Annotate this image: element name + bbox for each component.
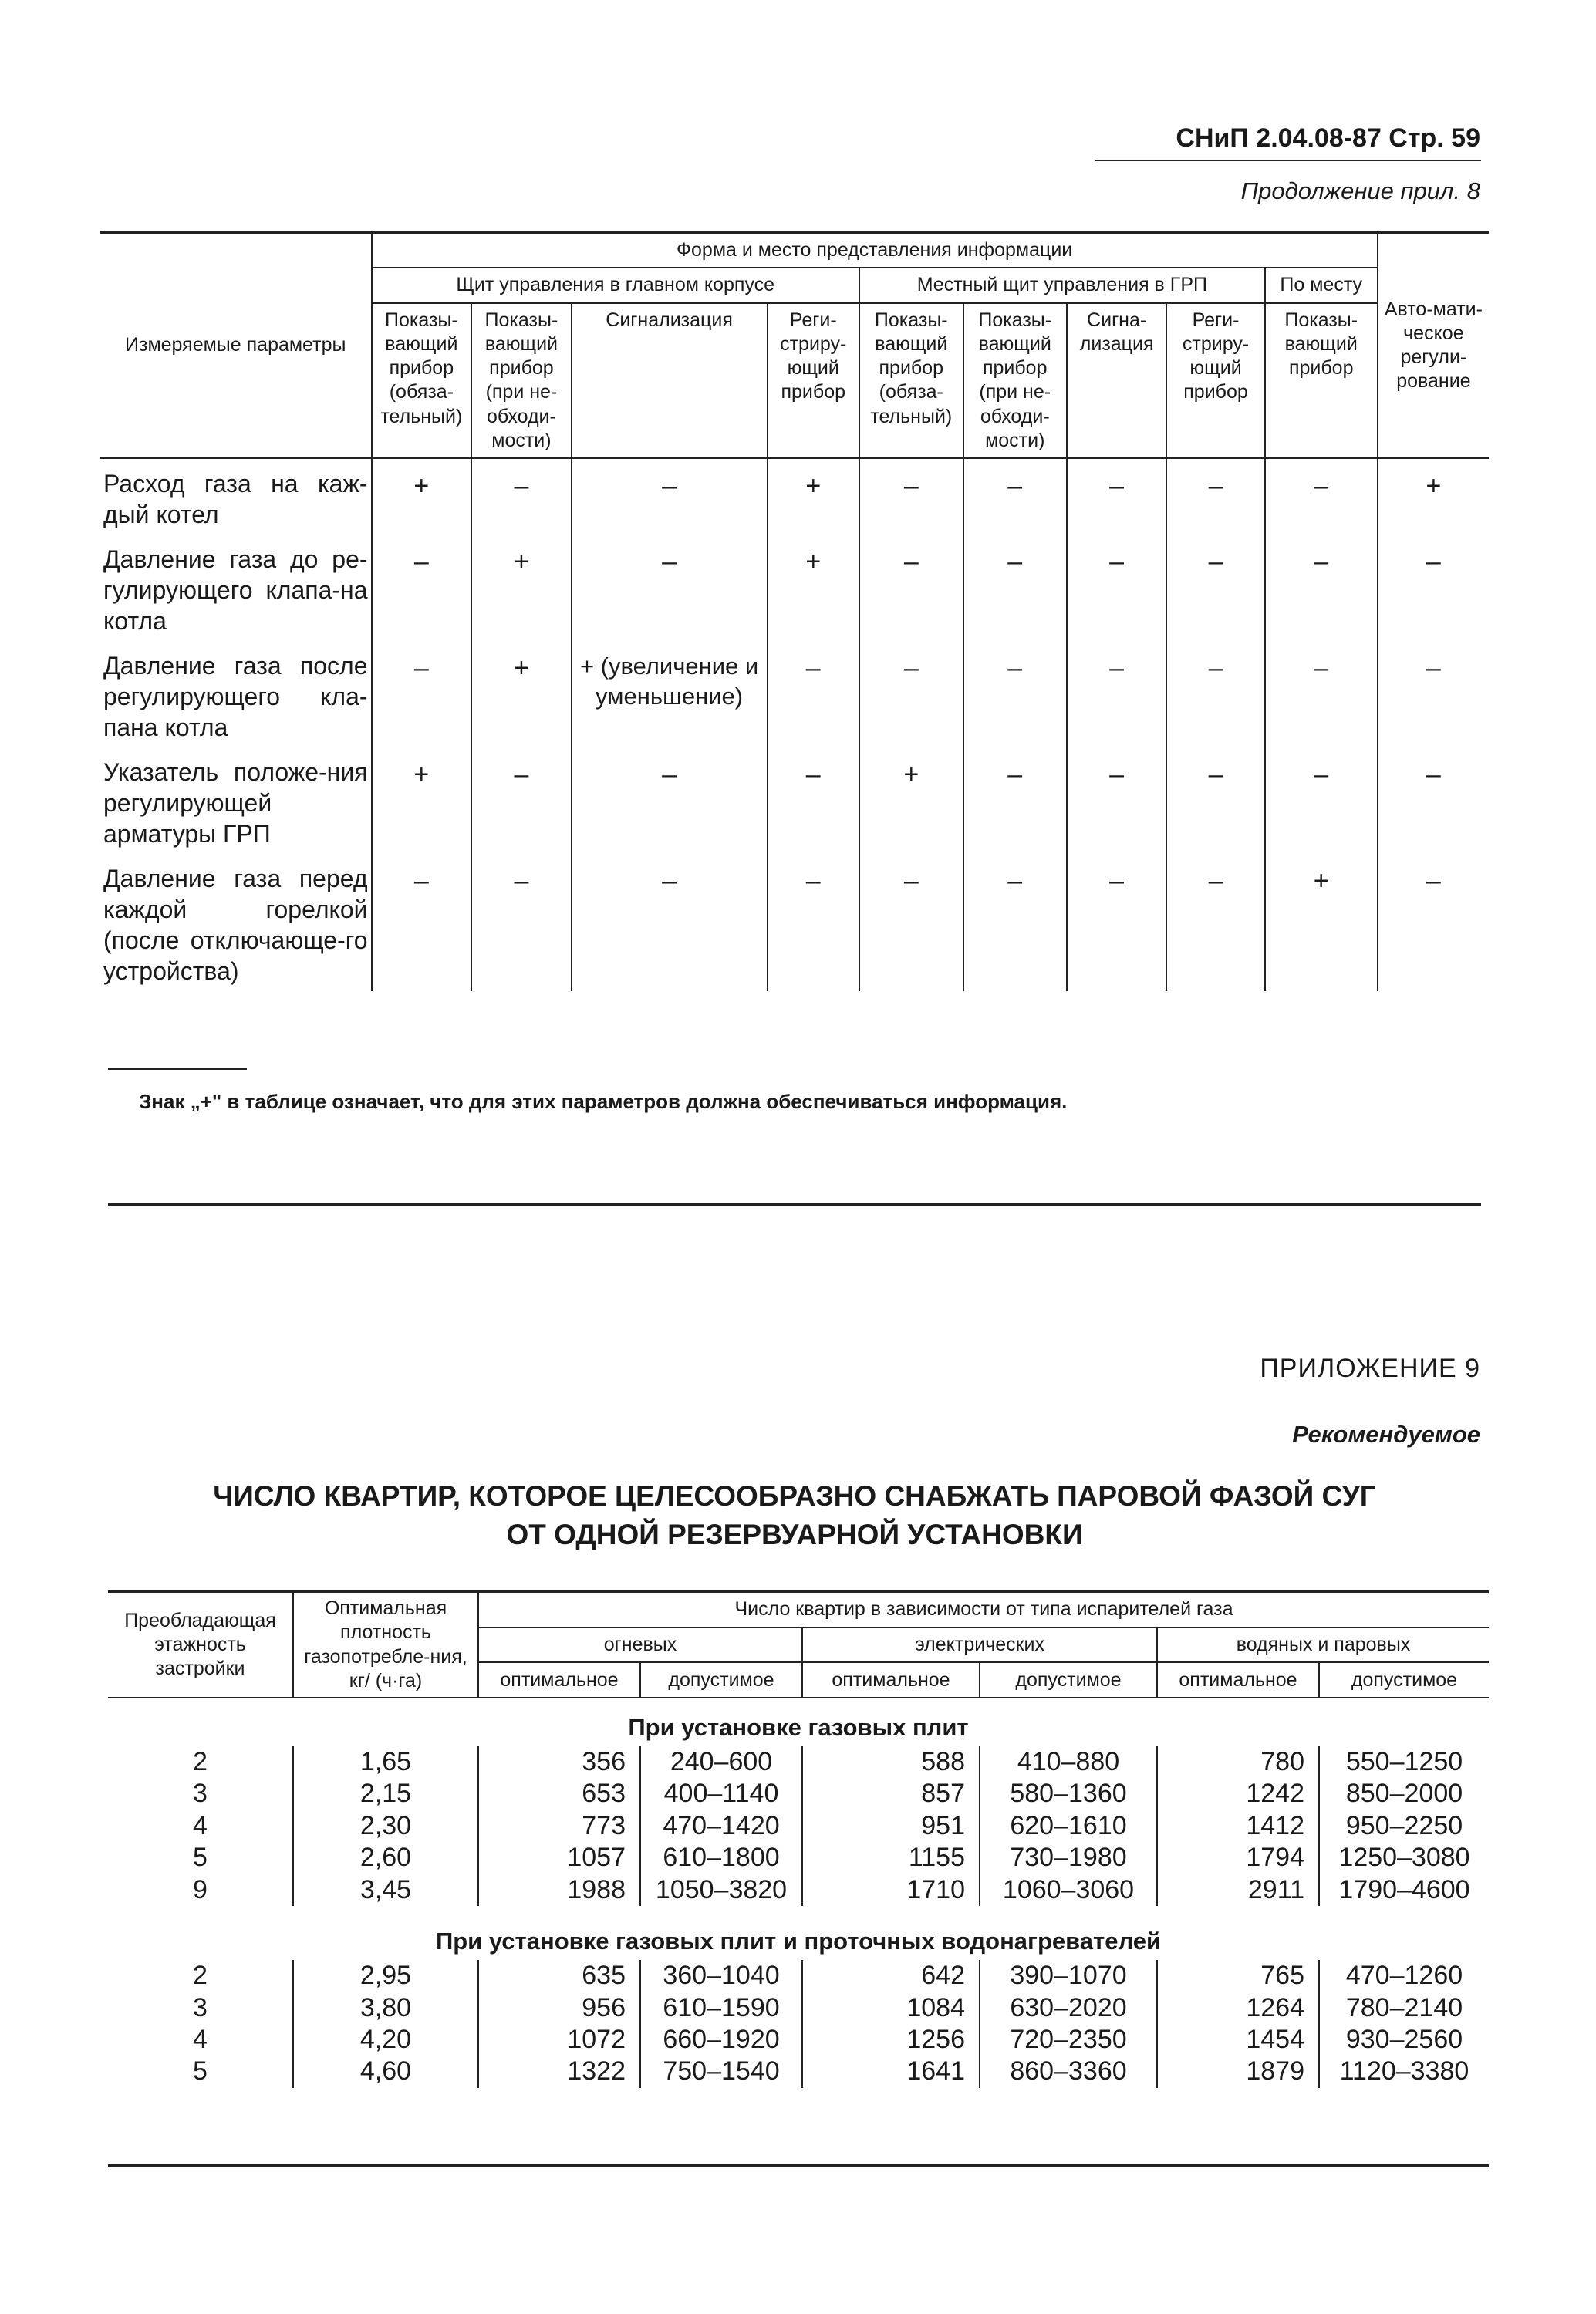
table-cell: – <box>1067 458 1166 535</box>
table-cell: 1879 <box>1157 2056 1319 2087</box>
table-cell: 773 <box>478 1810 640 1842</box>
table-cell: 410–880 <box>980 1746 1157 1778</box>
section-title: При установке газовых плит <box>628 1714 969 1741</box>
floors-header: Преобладающая этажность застройки <box>108 1592 293 1698</box>
table-cell: 720–2350 <box>980 2024 1157 2056</box>
table-cell: 1250–3080 <box>1319 1842 1489 1874</box>
table-cell: 610–1590 <box>640 1992 802 2024</box>
table-cell: 1084 <box>802 1992 980 2024</box>
water-steam-evaporators-header: водяных и паровых <box>1157 1628 1489 1663</box>
section-row <box>108 1912 1489 1960</box>
col-header: Показы-вающий прибор (обяза-тельный) <box>859 303 963 459</box>
table-cell: – <box>963 458 1067 535</box>
col-header: Показы-вающий прибор (обяза-тельный) <box>372 303 472 459</box>
table-cell: 240–600 <box>640 1746 802 1778</box>
spacer-row <box>108 1906 1489 1912</box>
table-cell: 2911 <box>1157 1874 1319 1906</box>
appendix-label: ПРИЛОЖЕНИЕ 9 <box>1260 1354 1480 1383</box>
parameter-name: Расход газа на каж-дый котел <box>103 470 368 528</box>
section-title: При установке газовых плит и проточных водонагревателей <box>435 1928 1162 1955</box>
col-header: Реги-стриру-ющий прибор <box>768 303 859 459</box>
col-header: Сигнализация <box>572 303 768 459</box>
table-cell: 390–1070 <box>980 1960 1157 1992</box>
table-cell: 2 <box>193 1961 208 1991</box>
table-cell: 1256 <box>802 2024 980 2056</box>
table-cell: 1988 <box>478 1874 640 1906</box>
table-cell: 950–2250 <box>1319 1810 1489 1842</box>
table-cell: 1322 <box>478 2056 640 2087</box>
table-cell: + <box>768 535 859 641</box>
table-cell: – <box>471 747 571 854</box>
table-row <box>108 1810 1489 1842</box>
table-cell: 1794 <box>1157 1842 1319 1874</box>
continuation-label: Продолжение прил. 8 <box>1240 177 1480 204</box>
measured-parameters-table <box>100 231 1489 991</box>
table-cell: – <box>1378 535 1489 641</box>
table-cell: 2,60 <box>293 1842 478 1874</box>
table-cell: 1412 <box>1157 1810 1319 1842</box>
table-cell: 1155 <box>802 1842 980 1874</box>
table-cell: + <box>471 641 571 747</box>
table-row <box>108 2024 1489 2056</box>
table-cell: + <box>768 458 859 535</box>
table-cell: 857 <box>802 1778 980 1810</box>
table-cell: 3,45 <box>293 1874 478 1906</box>
parameter-name: Давление газа перед каждой горелкой (после отключающе-го устройства) <box>103 865 368 985</box>
table-cell: + <box>1265 854 1378 991</box>
table-cell: 1060–3060 <box>980 1874 1157 1906</box>
table-cell: 765 <box>1157 1960 1319 1992</box>
count-header: Число квартир в зависимости от типа испарителей газа <box>478 1592 1489 1628</box>
params-header: Измеряемые параметры <box>100 233 372 459</box>
table-cell: – <box>963 641 1067 747</box>
table-cell: – <box>1067 747 1166 854</box>
electric-evaporators-header: электрических <box>802 1628 1157 1663</box>
table-row <box>100 641 1489 747</box>
table-cell: 956 <box>478 1992 640 2024</box>
table-cell: 588 <box>802 1746 980 1778</box>
table-cell: 2,15 <box>293 1778 478 1810</box>
table-row <box>100 535 1489 641</box>
table-cell: 4 <box>193 1810 208 1840</box>
table-cell: + <box>372 458 472 535</box>
table-row <box>108 1778 1489 1810</box>
table-cell: – <box>859 535 963 641</box>
table-cell: + <box>471 535 571 641</box>
table-cell: 730–1980 <box>980 1842 1157 1874</box>
allowed-header: допустимое <box>640 1662 802 1698</box>
table-cell: – <box>572 458 768 535</box>
table-cell: – <box>768 641 859 747</box>
form-place-header: Форма и место представления информации <box>372 233 1378 268</box>
col-header: Показы-вающий прибор (при не-обходи-мости) <box>963 303 1067 459</box>
appendix-status: Рекомендуемое <box>1292 1421 1480 1448</box>
table-cell: – <box>1265 641 1378 747</box>
table-cell: – <box>1166 854 1264 991</box>
table-cell: 1641 <box>802 2056 980 2087</box>
table-cell: – <box>372 854 472 991</box>
table-cell: 1072 <box>478 2024 640 2056</box>
table-cell: + <box>372 747 472 854</box>
table-cell: 9 <box>193 1874 208 1904</box>
optimal-header: оптимальное <box>802 1662 980 1698</box>
table-cell: – <box>1265 458 1378 535</box>
table-cell: – <box>768 747 859 854</box>
table-cell: – <box>1067 854 1166 991</box>
spacer-cell <box>108 1906 1489 1912</box>
table-cell: – <box>859 854 963 991</box>
table-cell: – <box>1067 641 1166 747</box>
table-cell: 660–1920 <box>640 2024 802 2056</box>
table-cell: – <box>963 854 1067 991</box>
table-cell: 930–2560 <box>1319 2024 1489 2056</box>
fire-evaporators-header: огневых <box>478 1628 802 1663</box>
table-cell: 1,65 <box>293 1746 478 1778</box>
table-cell: 1120–3380 <box>1319 2056 1489 2087</box>
table-cell: 1710 <box>802 1874 980 1906</box>
table-cell: – <box>572 535 768 641</box>
footnote-rule <box>108 1068 247 1070</box>
parameter-name: Давление газа до ре-гулирующего клапа-на котла <box>103 545 368 635</box>
table-row <box>100 854 1489 991</box>
table-cell: 2 <box>193 1746 208 1776</box>
table-row <box>108 1746 1489 1778</box>
table-row <box>108 1842 1489 1874</box>
col-header: Показы-вающий прибор <box>1265 303 1378 459</box>
allowed-header: допустимое <box>1319 1662 1489 1698</box>
table-cell: 5 <box>193 1843 208 1873</box>
table-cell: – <box>1378 747 1489 854</box>
table-cell: 3 <box>193 1779 208 1809</box>
col-header: Реги-стриру-ющий прибор <box>1166 303 1264 459</box>
table-cell: 642 <box>802 1960 980 1992</box>
table-cell: – <box>572 747 768 854</box>
auto-regulation-header: Авто-мати-ческое регули-рование <box>1378 233 1489 459</box>
table-cell: – <box>1166 747 1264 854</box>
local-panel-header: Местный щит управления в ГРП <box>859 268 1265 302</box>
optimal-header: оптимальное <box>1157 1662 1319 1698</box>
footnote: Знак „+" в таблице означает, что для этих параметров должна обеспечиваться информация. <box>139 1090 1068 1113</box>
col-header: Показы-вающий прибор (при не-обходи-мости) <box>471 303 571 459</box>
table-cell: – <box>1265 535 1378 641</box>
table-cell: 3,80 <box>293 1992 478 2024</box>
table-cell: 1790–4600 <box>1319 1874 1489 1906</box>
table-cell: – <box>471 458 571 535</box>
table-cell: 470–1260 <box>1319 1960 1489 1992</box>
table-row <box>100 458 1489 535</box>
section-separator <box>108 1203 1481 1206</box>
optimal-header: оптимальное <box>478 1662 640 1698</box>
table-cell: 635 <box>478 1960 640 1992</box>
document-reference: СНиП 2.04.08-87 Стр. 59 <box>1176 123 1480 153</box>
main-panel-header: Щит управления в главном корпусе <box>372 268 859 302</box>
table-cell: + <box>1378 458 1489 535</box>
table-cell: – <box>963 535 1067 641</box>
table-cell: 3 <box>193 1992 208 2022</box>
table-cell: + (увеличение и уменьшение) <box>572 641 768 747</box>
table-cell: – <box>859 458 963 535</box>
table-row <box>108 1992 1489 2024</box>
table-cell: 580–1360 <box>980 1778 1157 1810</box>
allowed-header: допустимое <box>980 1662 1157 1698</box>
table-row <box>100 747 1489 854</box>
table-cell: – <box>1166 458 1264 535</box>
table-cell: 4,60 <box>293 2056 478 2087</box>
table-cell: 850–2000 <box>1319 1778 1489 1810</box>
table-cell: 860–3360 <box>980 2056 1157 2087</box>
table-cell: 750–1540 <box>640 2056 802 2087</box>
table-cell: 4 <box>193 2024 208 2054</box>
table-cell: 780 <box>1157 1746 1319 1778</box>
table-cell: 1264 <box>1157 1992 1319 2024</box>
title-line: ОТ ОДНОЙ РЕЗЕРВУАРНОЙ УСТАНОВКИ <box>506 1518 1083 1550</box>
table-cell: – <box>859 641 963 747</box>
table-row <box>108 2056 1489 2087</box>
table-cell: – <box>1265 747 1378 854</box>
table-cell: – <box>471 854 571 991</box>
table-cell: 2,30 <box>293 1810 478 1842</box>
table-cell: 5 <box>193 2056 208 2086</box>
table-cell: 630–2020 <box>980 1992 1157 2024</box>
table-cell: 470–1420 <box>640 1810 802 1842</box>
table-cell: + <box>859 747 963 854</box>
table-cell: 1050–3820 <box>640 1874 802 1906</box>
header-rule <box>1095 160 1481 161</box>
table-cell: – <box>372 535 472 641</box>
table-cell: – <box>1166 641 1264 747</box>
table-row <box>108 1874 1489 1906</box>
table-cell: 780–2140 <box>1319 1992 1489 2024</box>
parameter-name: Указатель положе-ния регулирующей арматуры ГРП <box>103 758 368 848</box>
table-cell: – <box>372 641 472 747</box>
table-cell: 1057 <box>478 1842 640 1874</box>
table-cell: 653 <box>478 1778 640 1810</box>
table-cell: 2,95 <box>293 1960 478 1992</box>
appendix-title <box>154 1477 1435 1554</box>
table-cell: – <box>963 747 1067 854</box>
table-cell: 356 <box>478 1746 640 1778</box>
apartments-table <box>108 1590 1489 2088</box>
table-cell: 951 <box>802 1810 980 1842</box>
table-bottom-rule <box>108 2164 1489 2167</box>
table-cell: 4,20 <box>293 2024 478 2056</box>
table-cell: 1242 <box>1157 1778 1319 1810</box>
table-cell: 360–1040 <box>640 1960 802 1992</box>
table-cell: – <box>1378 641 1489 747</box>
table-cell: – <box>1378 854 1489 991</box>
table-cell: – <box>768 854 859 991</box>
table-cell: 610–1800 <box>640 1842 802 1874</box>
on-site-header: По месту <box>1265 268 1378 302</box>
parameter-name: Давление газа после регулирующего кла-пана котла <box>103 652 368 741</box>
table-row <box>108 1960 1489 1992</box>
table-cell: 400–1140 <box>640 1778 802 1810</box>
table-cell: 550–1250 <box>1319 1746 1489 1778</box>
title-line: ЧИСЛО КВАРТИР, КОТОРОЕ ЦЕЛЕСООБРАЗНО СНАБЖАТЬ ПАРОВОЙ ФАЗОЙ СУГ <box>213 1480 1376 1512</box>
table-cell: 620–1610 <box>980 1810 1157 1842</box>
table-cell: – <box>1166 535 1264 641</box>
table-cell: – <box>1067 535 1166 641</box>
density-header: Оптимальная плотность газопотребле-ния, кг/ (ч·га) <box>293 1592 478 1698</box>
section-row <box>108 1698 1489 1746</box>
table-cell: 1454 <box>1157 2024 1319 2056</box>
col-header: Сигна-лизация <box>1067 303 1166 459</box>
table-cell: – <box>572 854 768 991</box>
